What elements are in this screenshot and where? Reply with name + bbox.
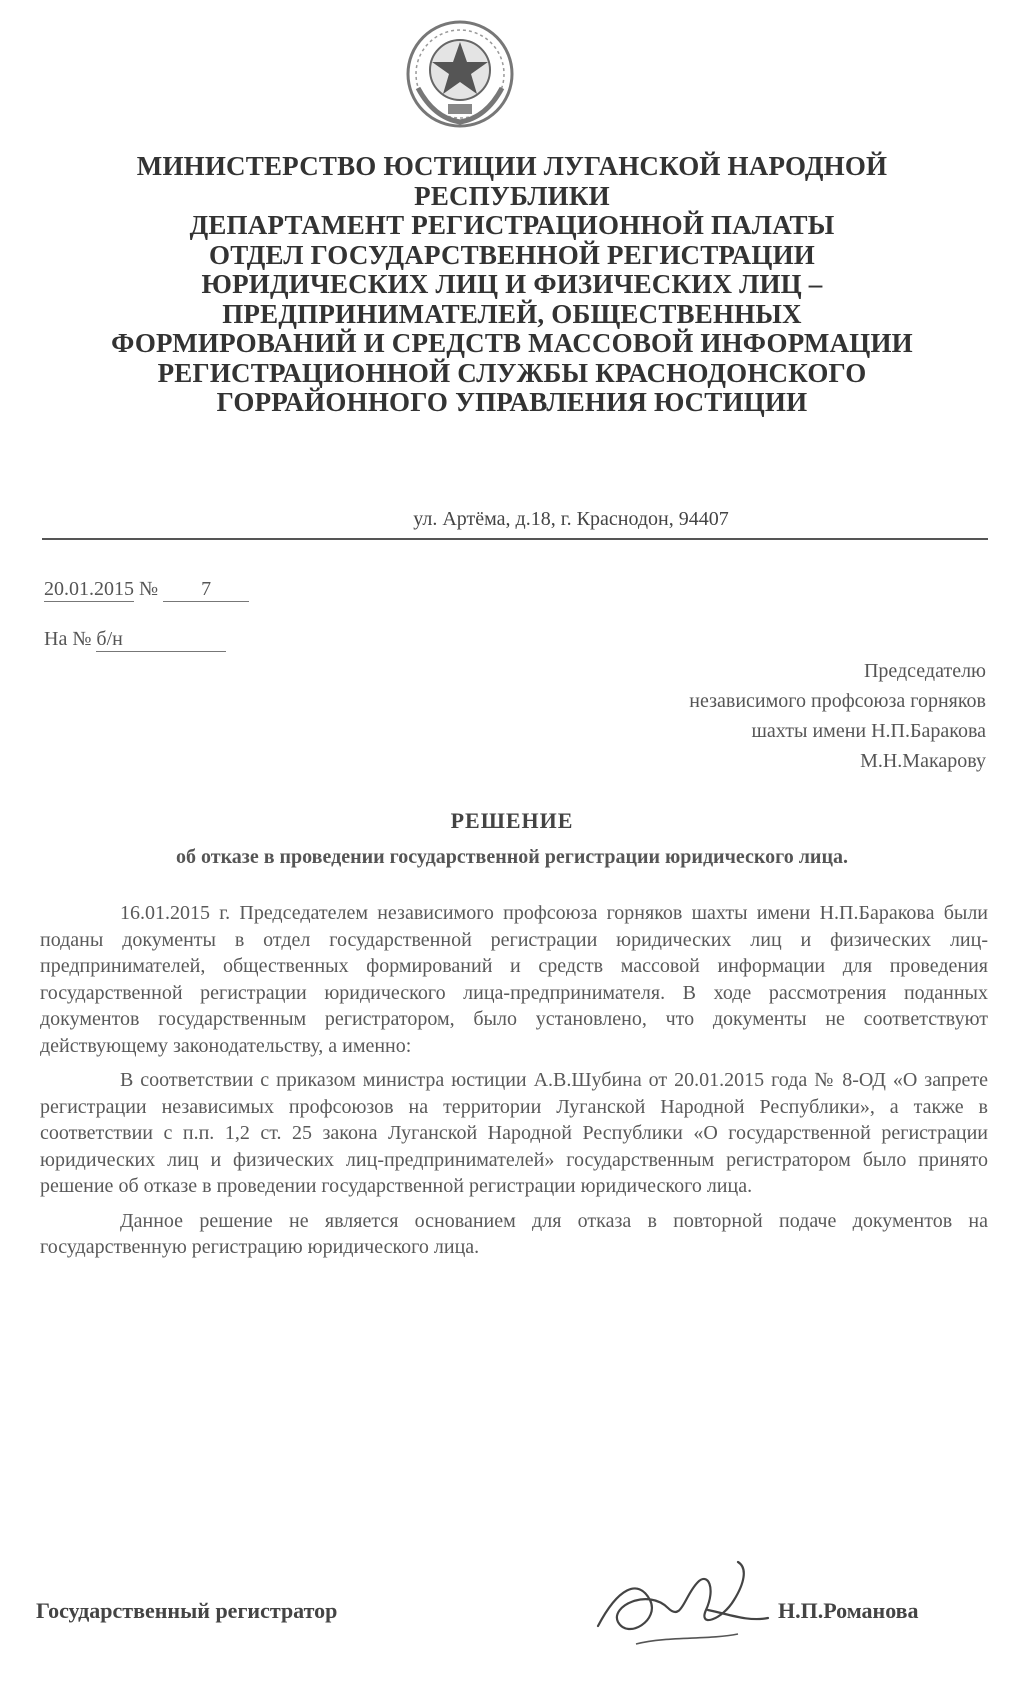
state-emblem-icon xyxy=(404,18,516,130)
decision-body xyxy=(40,900,988,1269)
header-line: ЮРИДИЧЕСКИХ ЛИЦ И ФИЗИЧЕСКИХ ЛИЦ – xyxy=(201,269,823,299)
addressee-line: М.Н.Макарову xyxy=(860,750,986,772)
reference-value: б/н xyxy=(96,628,226,652)
signer-role: Государственный регистратор xyxy=(36,1598,338,1623)
addressee-line: независимого профсоюза горняков xyxy=(689,690,986,712)
reference-label: На № xyxy=(44,628,92,650)
body-paragraph: В соответствии с приказом министра юстиции А.В.Шубина от 20.01.2015 года № 8-ОД «О запрете регистрации независимых профсоюзов на территории Луганской Народной Республики», а также в соответствии с п.п. 1,2 ст. 25 закона Луганской Народной Республики «О государственной регистрации юридических лиц и физических лиц-предпринимателей» государственным регистратором было принято решение об отказе в проведении государственной регистрации юридического лица. xyxy=(40,1069,988,1197)
header-line: ГОРРАЙОННОГО УПРАВЛЕНИЯ ЮСТИЦИИ xyxy=(216,387,808,417)
body-paragraph: Данное решение не является основанием для отказа в повторной подаче документов на государственную регистрацию юридического лица. xyxy=(40,1209,988,1258)
body-paragraph: 16.01.2015 г. Председателем независимого профсоюза горняков шахты имени Н.П.Баракова были поданы документы в отдел государственной регистрации юридических лиц и физических лиц-предпринимателей, общественных формирований и средств массовой информации для проведения государственной регистрации юридического лица-предпринимателя. В ходе рассмотрения поданных документов государственным регистратором, было установлено, что документы не соответствуют действующему законодательству, а именно: xyxy=(40,902,988,1057)
outgoing-number-line xyxy=(44,578,249,602)
signer-name: Н.П.Романова xyxy=(778,1598,919,1623)
addressee-block xyxy=(386,656,986,776)
handwritten-signature-icon xyxy=(588,1548,778,1660)
decision-title: РЕШЕНИЕ xyxy=(450,808,574,833)
header-line: ПРЕДПРИНИМАТЕЛЕЙ, ОБЩЕСТВЕННЫХ xyxy=(222,298,802,329)
header-line: МИНИСТЕРСТВО ЮСТИЦИИ ЛУГАНСКОЙ НАРОДНОЙ xyxy=(136,151,888,181)
header-line: РЕГИСТРАЦИОННОЙ СЛУЖБЫ КРАСНОДОНСКОГО xyxy=(157,357,867,388)
decision-subtitle: об отказе в проведении государственной регистрации юридического лица. xyxy=(176,846,848,868)
header-line: ДЕПАРТАМЕНТ РЕГИСТРАЦИОННОЙ ПАЛАТЫ xyxy=(189,210,835,240)
ministry-header xyxy=(40,152,984,418)
office-address: ул. Артёма, д.18, г. Краснодон, 94407 xyxy=(413,508,729,530)
header-line: ОТДЕЛ ГОСУДАРСТВЕННОЙ РЕГИСТРАЦИИ xyxy=(209,239,815,270)
document-date: 20.01.2015 xyxy=(44,578,134,600)
header-line: ФОРМИРОВАНИЙ И СРЕДСТВ МАССОВОЙ ИНФОРМАЦИИ xyxy=(111,328,913,358)
reference-line xyxy=(44,628,226,652)
addressee-line: Председателю xyxy=(863,660,986,682)
number-label: № xyxy=(139,578,159,600)
document-number: 7 xyxy=(163,578,249,602)
header-line: РЕСПУБЛИКИ xyxy=(414,180,610,211)
addressee-line: шахты имени Н.П.Баракова xyxy=(751,720,986,742)
header-divider xyxy=(42,538,988,540)
